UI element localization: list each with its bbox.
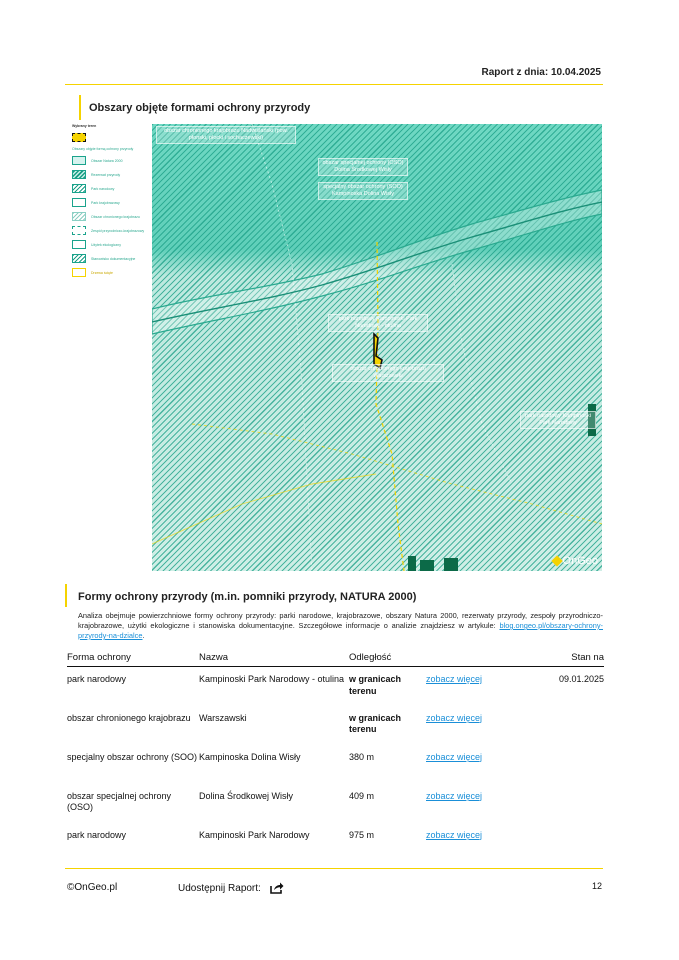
cell-form: park narodowy (67, 829, 127, 840)
table-row (67, 784, 604, 823)
protection-forms-table (67, 652, 604, 862)
cell-date (526, 706, 604, 745)
track-line (252, 124, 312, 571)
legend-item (72, 156, 150, 165)
cell-distance: 380 m (349, 751, 375, 762)
legend-item-label: Obszar chronionego krajobrazu (91, 214, 140, 219)
hatch-swatch-icon (72, 184, 86, 193)
protected-areas-map[interactable] (152, 124, 602, 571)
map-label-kpn-otulina: park narodowy Kampinoski Park Narodowy - otulina (328, 314, 428, 332)
see-more-link[interactable]: zobacz więcej (426, 790, 483, 801)
selected-plot-outline (374, 334, 382, 368)
report-date: Raport z dnia: 10.04.2025 (481, 67, 601, 78)
road-line (376, 242, 404, 571)
map-label-osk-nadwislanski: obszar chronionego krajobrazu Nadwiślański (pow. płonski, płocki i sochaczewski) (156, 126, 296, 144)
col-header-distance: Odległość (349, 652, 426, 667)
cell-form: park narodowy (67, 674, 127, 684)
cell-date (526, 823, 604, 862)
outline-swatch-icon (72, 226, 86, 235)
map-feature-block (444, 558, 458, 571)
table-header-row (67, 652, 604, 667)
map-label-kpn: park narodowy Kampinoski Park Narodowy (520, 411, 596, 429)
road-line (152, 474, 376, 544)
cell-form: specjalny obszar ochrony (SOO) (67, 751, 198, 762)
cell-name: Kampinoski Park Narodowy - otulina (199, 674, 345, 684)
cell-distance: w granicach terenu (349, 674, 402, 696)
legend-item (72, 212, 150, 221)
cell-name: Kampinoski Park Narodowy (199, 829, 310, 840)
cell-distance: 975 m (349, 829, 375, 840)
table-row (67, 706, 604, 745)
legend-item (72, 170, 150, 179)
light-hatch-swatch-icon (72, 212, 86, 221)
table-row (67, 667, 604, 706)
map-label-osk-warszawski: obszar chronionego krajobrazu Warszawski (332, 364, 444, 382)
legend-item (72, 198, 150, 207)
section-intro (78, 611, 603, 641)
outline-swatch-icon (72, 198, 86, 207)
cell-name: Dolina Środkowej Wisły (199, 790, 294, 801)
article-link[interactable]: blog.ongeo.pl/obszary-ochrony-przyrody-na-dzialce (78, 621, 603, 640)
map-feature-block (408, 556, 416, 571)
share-label: Udostępnij Raport: (178, 882, 261, 894)
cell-date: 09.01.2025 (558, 674, 604, 684)
cell-date (526, 745, 604, 784)
footer-share (178, 882, 284, 894)
legend-item-label: Park narodowy (91, 186, 115, 191)
legend-subtitle: Obszary objęte formą ochrony przyrody (72, 147, 134, 151)
see-more-link[interactable]: zobacz więcej (426, 751, 483, 762)
legend-item (72, 254, 150, 263)
legend-item (72, 184, 150, 193)
legend-item-label: Użytek ekologiczny (91, 242, 121, 247)
dense-hatch-swatch-icon (72, 170, 86, 179)
light-fill-swatch-icon (72, 156, 86, 165)
hatch-swatch-icon (72, 254, 86, 263)
col-header-date: Stan na (526, 652, 604, 667)
legend-item (72, 226, 150, 235)
col-header-form: Forma ochrony (67, 652, 199, 667)
share-icon[interactable] (270, 882, 284, 894)
footer-brand: ©OnGeo.pl (67, 882, 118, 893)
legend-item (72, 240, 150, 249)
ongeo-logo-icon (551, 555, 562, 566)
see-more-link[interactable]: zobacz więcej (426, 712, 483, 723)
map-legend (72, 124, 150, 277)
legend-item-label: Park krajobrazowy (91, 200, 120, 205)
cell-name: Kampinoska Dolina Wisły (199, 751, 301, 762)
cell-date (526, 784, 604, 823)
river-band (152, 190, 602, 334)
legend-item-label: Zespół przyrodniczo-krajobrazowy (91, 228, 145, 233)
selected-area-swatch-icon (72, 133, 86, 142)
col-header-link (426, 652, 526, 667)
cell-distance: w granicach terenu (349, 712, 402, 734)
map-label-soo-kampinoska: specjalny obszar ochrony (SOO) Kampinoska Dolina Wisły (318, 182, 408, 200)
section-title-nature-forms: Formy ochrony przyrody (m.in. pomniki przyrody, NATURA 2000) (78, 591, 417, 603)
page-number: 12 (591, 881, 602, 891)
intro-text: Analiza obejmuje powierzchniowe formy ochrony przyrody: parki narodowe, krajobrazowe, obszary Natura 2000, rezerwaty przyrody, zespoły przyrodniczo-krajobrazowe, użytki ekologiczne i stanowiska dokumentacyjne. Szczegółowe informacje o analizie znajdziesz w artykule: (78, 611, 603, 630)
track-line (452, 264, 512, 484)
table-row (67, 745, 604, 784)
legend-title: Wybrany teren (72, 124, 97, 128)
legend-item-selected-area (72, 133, 150, 142)
header-divider (65, 84, 603, 85)
map-feature-block (420, 560, 434, 571)
cell-form: obszar specjalnej ochrony (OSO) (67, 790, 172, 812)
map-label-oso-dolina: obszar specjalnej ochrony (OSO) Dolina Środkowej Wisły (318, 158, 408, 176)
cell-name: Warszawski (199, 712, 247, 723)
see-more-link[interactable]: zobacz więcej (426, 674, 483, 684)
legend-item (72, 268, 150, 277)
section-accent-bar (79, 95, 81, 120)
legend-item-label: Drzewa ścięte (91, 270, 113, 275)
cell-distance: 409 m (349, 790, 375, 801)
legend-item-label: Rezerwat przyrody (91, 172, 121, 177)
yellow-swatch-icon (72, 268, 86, 277)
map-logo-text: OnGeo (562, 555, 598, 567)
legend-item-label: Stanowisko dokumentacyjne (91, 256, 136, 261)
see-more-link[interactable]: zobacz więcej (426, 829, 483, 840)
section-title-protected-areas: Obszary objęte formami ochrony przyrody (89, 102, 311, 114)
ongeo-map-logo (553, 555, 598, 567)
intro-period: . (142, 631, 145, 640)
legend-item-label: Obszar Natura 2000 (91, 158, 123, 163)
section-accent-bar (65, 584, 67, 607)
cell-form: obszar chronionego krajobrazu (67, 712, 191, 723)
table-row (67, 823, 604, 862)
footer-divider (65, 868, 603, 869)
col-header-name: Nazwa (199, 652, 349, 667)
outline-swatch-icon (72, 240, 86, 249)
